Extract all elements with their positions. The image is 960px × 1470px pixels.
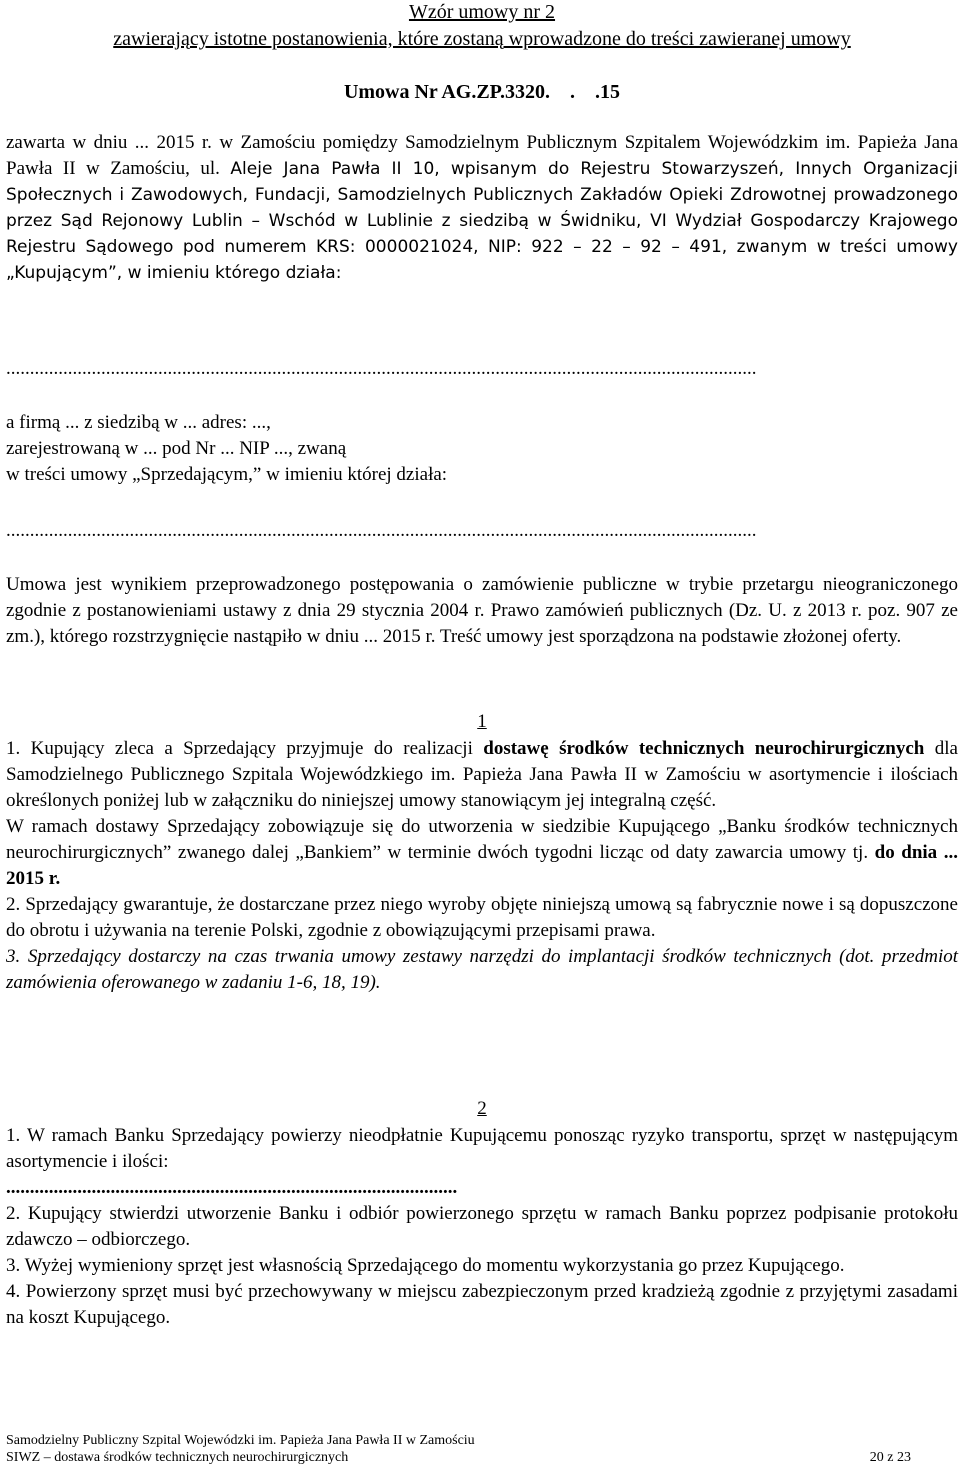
section-2-heading <box>6 1096 958 1122</box>
page-footer <box>6 1432 911 1466</box>
section-1-item-1: 1. Kupujący zleca a Sprzedający przyjmuje do realizacji dostawę środków technicznych neurochirurgicznych dla Samodzielnego Publicznego Szpitala Wojewódzkiego im. Papieża Jana Pawła II w Zamościu w asortymencie i ilościach określonych poniżej lub w załączniku do niniejszej umowy stanowiącym jej integralną część. <box>6 738 958 811</box>
section-2-item-1-dots: ............................................................................................... <box>6 1177 458 1198</box>
section-2-item-1: 1. W ramach Banku Sprzedający powierzy nieodpłatnie Kupującemu ponosząc ryzyko transportu, sprzęt w następującym asortymencie i ilości: <box>6 1125 958 1172</box>
section-1-heading <box>6 709 958 735</box>
intro-text-part2: Aleje Jana Pawła II 10, wpisanym do Rejestru Stowarzyszeń, Innych Organizacji Społecznych i Zawodowych, Fundacji, Samodzielnych Publicznych Zakładów Opieki Zdrowotnej prowadzonego przez Sąd Rejonowy Lublin – Wschód w Lublinie z siedzibą w Świdniku, VI Wydział Gospodarczy Krajowego Rejestru Sądowego pod numerem KRS: 0000021024, NIP: 922 – 22 – 92 – 491, zwanym w treści umowy „Kupującym”, w imieniu którego działa: <box>6 159 958 283</box>
buyer-representative-dots: .............................................................................................................................................................. <box>6 358 757 379</box>
seller-registration-line: zarejestrowaną w ... pod Nr ... NIP ..., zwaną <box>6 438 347 459</box>
seller-block <box>6 410 958 488</box>
section-1-number: 1 <box>477 711 487 732</box>
seller-representative-dots: .............................................................................................................................................................. <box>6 520 757 541</box>
section-2-item-3: 3. Wyżej wymieniony sprzęt jest własnością Sprzedającego do momentu wykorzystania go przez Kupującego. <box>6 1255 845 1276</box>
intro-text-part1: zawarta w dniu ... 2015 r. w Zamościu pomiędzy Samodzielnym Publicznym Szpitalem Wojewódzkim im. Papieża Jana Pawła II w Zamościu, ul. <box>6 132 958 179</box>
section-1-bank-paragraph: W ramach dostawy Sprzedający zobowiązuje się do utworzenia w siedzibie Kupującego „Banku środków technicznych neurochirurgicznych” zwanego dalej „Bankiem” w terminie dwóch tygodni licząc od daty zawarcia umowy tj. do dnia ... 2015 r. <box>6 816 958 889</box>
intro-paragraph <box>6 130 958 286</box>
footer-row <box>6 1449 911 1466</box>
section-2-item-2: 2. Kupujący stwierdzi utworzenie Banku i odbiór powierzonego sprzętu w ramach Banku poprzez podpisanie protokołu zdawczo – odbiorczego. <box>6 1203 958 1250</box>
contract-number: Umowa Nr AG.ZP.3320. . .15 <box>343 81 621 103</box>
document-subtitle: zawierający istotne postanowienia, które zostaną wprowadzone do treści zawieranej umowy <box>113 28 851 50</box>
section-1-item-3: 3. Sprzedający dostarczy na czas trwania umowy zestawy narzędzi do implantacji środków technicznych (dot. przedmiot zamówienia oferowanego w zadaniu 1-6, 18, 19). <box>6 946 958 993</box>
seller-representative-line: w treści umowy „Sprzedającym,” w imieniu której działa: <box>6 464 448 485</box>
procedure-paragraph: Umowa jest wynikiem przeprowadzonego postępowania o zamówienie publiczne w trybie przetargu nieograniczonego zgodnie z postanowieniami ustawy z dnia 29 stycznia 2004 r. Prawo zamówień publicznych (Dz. U. z 2013 r. poz. 907 ze zm.), którego rozstrzygnięcie nastąpiło w dniu ... 2015 r. Treść umowy jest sporządzona na podstawie złożonej oferty. <box>6 574 958 647</box>
section-2-number: 2 <box>477 1098 487 1119</box>
section-1-body <box>6 736 958 996</box>
footer-page-number: 20 z 23 <box>869 1450 911 1465</box>
seller-firm-line: a firmą ... z siedzibą w ... adres: ..., <box>6 412 271 433</box>
section-1-item-2: 2. Sprzedający gwarantuje, że dostarczane przez niego wyroby objęte niniejszą umową są fabrycznie nowe i są dopuszczone do obrotu i używania na terenie Polski, zgodnie z obowiązującymi przepisami prawa. <box>6 894 958 941</box>
footer-hospital-name: Samodzielny Publiczny Szpital Wojewódzki im. Papieża Jana Pawła II w Zamościu <box>6 1433 475 1448</box>
section-2-item-4: 4. Powierzony sprzęt musi być przechowywany w miejscu zabezpieczonym przed kradzieżą zgodnie z przyjętymi zasadami na koszt Kupującego. <box>6 1281 958 1328</box>
section-2-body <box>6 1123 958 1331</box>
document-title: Wzór umowy nr 2 <box>408 1 556 23</box>
document-header <box>6 0 958 104</box>
footer-document-name: SIWZ – dostawa środków technicznych neurochirurgicznych <box>6 1450 349 1465</box>
